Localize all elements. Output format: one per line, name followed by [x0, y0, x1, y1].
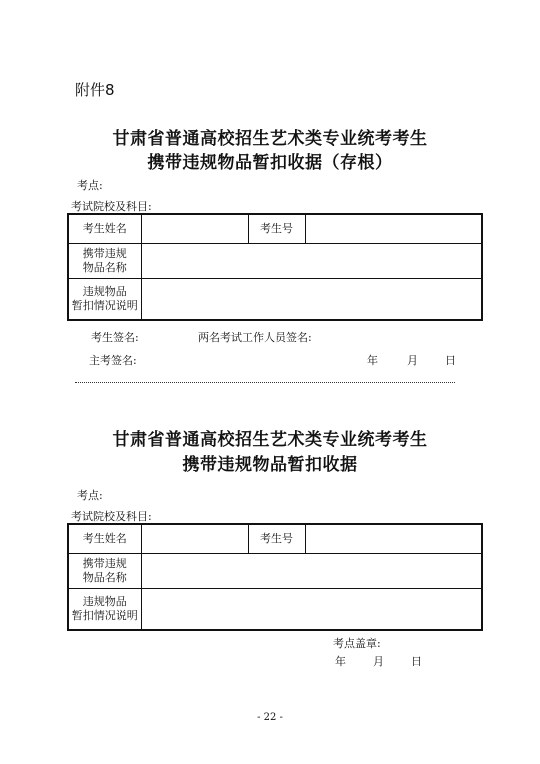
detail-label-line1: 违规物品: [82, 594, 127, 608]
year-label: 年: [335, 655, 346, 668]
items-label-line2: 物品名称: [82, 260, 127, 274]
exam-no-label: 考生号: [248, 214, 305, 243]
receipt-title-line2: 携带违规物品暂扣收据: [182, 455, 358, 475]
detail-label: [68, 278, 141, 320]
name-label: 考生姓名: [68, 214, 141, 243]
year-label: 年: [367, 354, 378, 367]
name-label: 考生姓名: [68, 524, 141, 553]
chief-sign-label: 主考签名:: [89, 354, 137, 367]
attachment-label: 附件8: [75, 81, 115, 99]
stub-school-subject-label: 考试院校及科目:: [71, 200, 152, 213]
exam-no-cell[interactable]: [305, 214, 482, 243]
table-row: [68, 524, 482, 553]
receipt-school-subject-label: 考试院校及科目:: [71, 510, 152, 523]
items-cell[interactable]: [141, 243, 482, 278]
detail-label: [68, 588, 141, 630]
items-label: [68, 243, 141, 278]
detail-label-line2: 暂扣情况说明: [71, 298, 138, 312]
stub-form-table: [67, 213, 483, 321]
detail-cell[interactable]: [141, 278, 482, 320]
stub-title-line1: 甘肃省普通高校招生艺术类专业统考考生: [112, 129, 428, 149]
receipt-form-table: [67, 523, 483, 631]
cut-line-divider: [75, 382, 455, 383]
stub-exam-site-label: 考点:: [77, 179, 103, 192]
exam-no-label: 考生号: [248, 524, 305, 553]
page-number: - 22 -: [257, 712, 283, 723]
month-label: 月: [373, 655, 384, 668]
receipt-exam-site-label: 考点:: [77, 489, 103, 502]
items-label: [68, 553, 141, 588]
items-label-line2: 物品名称: [82, 570, 127, 584]
table-row: [68, 243, 482, 278]
month-label: 月: [407, 354, 418, 367]
exam-no-cell[interactable]: [305, 524, 482, 553]
table-row: [68, 278, 482, 320]
detail-cell[interactable]: [141, 588, 482, 630]
stub-title-line2: 携带违规物品暂扣收据（存根）: [147, 153, 393, 173]
day-label: 日: [411, 655, 422, 668]
detail-label-line2: 暂扣情况说明: [71, 608, 138, 622]
table-row: [68, 214, 482, 243]
candidate-sign-label: 考生签名:: [91, 331, 139, 344]
items-label-line1: 携带违规: [82, 556, 127, 570]
name-cell[interactable]: [141, 524, 248, 553]
day-label: 日: [445, 354, 456, 367]
seal-label: 考点盖章:: [333, 637, 381, 650]
receipt-title-line1: 甘肃省普通高校招生艺术类专业统考考生: [112, 430, 428, 450]
items-cell[interactable]: [141, 553, 482, 588]
name-cell[interactable]: [141, 214, 248, 243]
items-label-line1: 携带违规: [82, 246, 127, 260]
detail-label-line1: 违规物品: [82, 284, 127, 298]
staff-sign-label: 两名考试工作人员签名:: [198, 331, 312, 344]
table-row: [68, 588, 482, 630]
table-row: [68, 553, 482, 588]
